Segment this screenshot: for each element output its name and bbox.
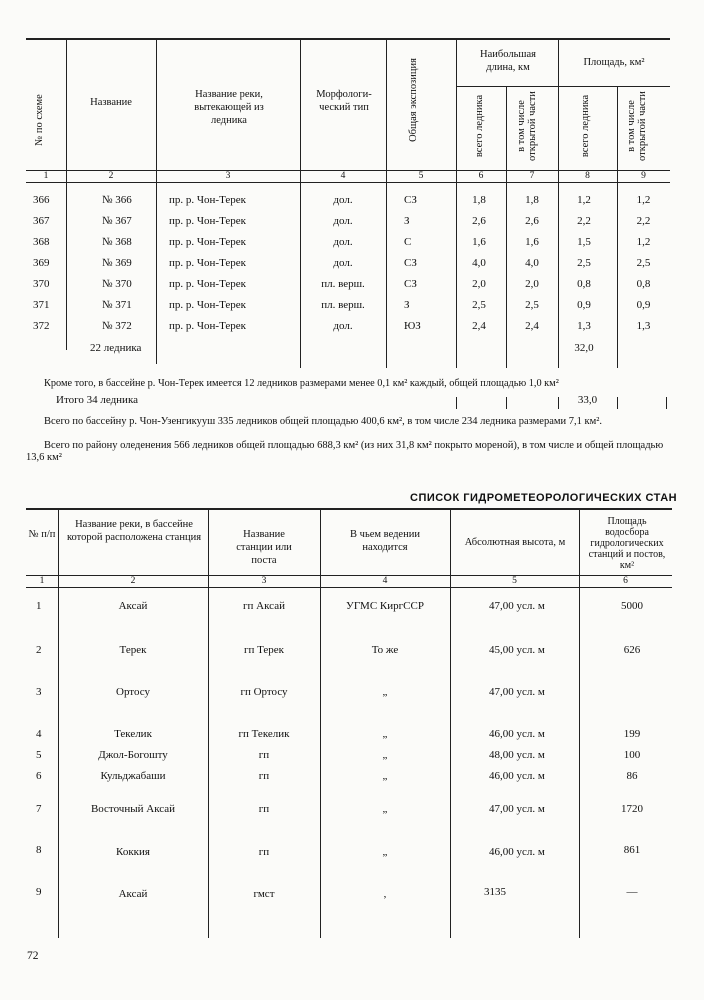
row-name: № 367 (102, 215, 132, 227)
st-altitude: 45,00 усл. м (489, 644, 545, 656)
row-river: пр. р. Чон-Терек (169, 278, 246, 290)
row-len-total: 4,0 (472, 257, 486, 269)
st-num: 4 (36, 728, 42, 740)
row-len-total: 1,8 (472, 194, 486, 206)
st-owner: „ (382, 728, 388, 740)
st-colnum-2: 2 (130, 576, 136, 586)
st-river: Текелик (114, 728, 152, 740)
st-colnum-5: 5 (512, 576, 517, 586)
header-st-num: № п/п (28, 529, 56, 540)
row-exposure: С (404, 236, 412, 248)
st-station: гп Текелик (238, 728, 290, 740)
header-num: № по схеме (34, 94, 45, 146)
st-river: Терек (119, 644, 147, 656)
row-morph: пл. верш. (321, 299, 365, 311)
st-num: 5 (36, 749, 42, 761)
colnum-7: 7 (529, 171, 535, 181)
row-len-total: 1,6 (472, 236, 486, 248)
st-area: — (626, 886, 638, 898)
row-len-open: 1,8 (525, 194, 539, 206)
row-river: пр. р. Чон-Терек (169, 320, 246, 332)
header-length-total: всего ледника (474, 94, 485, 158)
st-station: гп (258, 770, 270, 782)
st-river: Аксай (118, 888, 148, 900)
st-river: Ортосу (116, 686, 150, 698)
st-station: гп Ортосу (240, 686, 288, 698)
st-altitude: 46,00 усл. м (489, 846, 545, 858)
st-owner: То же (371, 644, 399, 656)
row-area-total: 2,2 (577, 215, 591, 227)
row-num: 371 (33, 299, 50, 311)
st-colnum-3: 3 (261, 576, 267, 586)
row-exposure: СЗ (404, 194, 417, 206)
row-area-open: 0,9 (636, 299, 651, 311)
st-owner: „ (382, 749, 388, 761)
st-river: Восточный Аксай (90, 803, 176, 815)
row-exposure: З (404, 215, 410, 227)
row-morph: пл. верш. (321, 278, 365, 290)
st-area: 626 (623, 644, 641, 656)
st-owner: УГМС КиргССР (346, 600, 424, 612)
row-len-open: 2,5 (525, 299, 539, 311)
row-area-open: 1,3 (636, 320, 651, 332)
colnum-8: 8 (585, 171, 590, 181)
row-len-open: 2,0 (525, 278, 539, 290)
colnum-5: 5 (418, 171, 424, 181)
st-colnum-1: 1 (39, 576, 45, 586)
summary-area: 32,0 (574, 342, 594, 354)
row-river: пр. р. Чон-Терек (169, 236, 246, 248)
row-area-total: 0,9 (577, 299, 591, 311)
summary-label: 22 ледника (90, 342, 142, 354)
row-len-total: 2,4 (472, 320, 486, 332)
row-area-total: 1,2 (577, 194, 591, 206)
row-len-open: 2,4 (525, 320, 539, 332)
basin-total-note: Всего по бассейну р. Чон-Узенгикууш 335 ледников общей площадью 400,6 км², в том числе 234 ледника размерами 7,1 км². (44, 416, 603, 427)
st-owner: „ (382, 770, 388, 782)
st-river: Аксай (118, 600, 148, 612)
st-owner: , (383, 888, 387, 900)
row-exposure: З (404, 299, 410, 311)
page-number: 72 (27, 950, 39, 962)
header-name: Название (90, 97, 132, 108)
header-st-owner: В чьем ведении находится (350, 529, 420, 553)
st-altitude: 47,00 усл. м (489, 803, 545, 815)
row-name: № 368 (102, 236, 132, 248)
header-st-station: Название станции или поста (236, 529, 292, 566)
region-total-note: Всего по району оледенения 566 ледников общей площадью 688,3 км² (из них 31,8 км² покрыто мореной), в том числе и общей площадью 13,6 км² (26, 440, 664, 463)
st-station: гп Терек (243, 644, 285, 656)
row-area-total: 0,8 (577, 278, 591, 290)
colnum-2: 2 (108, 171, 114, 181)
row-len-total: 2,0 (472, 278, 486, 290)
row-name: № 369 (102, 257, 132, 269)
st-area: 1720 (621, 803, 643, 815)
colnum-9: 9 (641, 171, 646, 181)
st-num: 6 (36, 770, 42, 782)
row-area-total: 2,5 (577, 257, 591, 269)
st-station: гп (258, 846, 270, 858)
st-area: 100 (623, 749, 641, 761)
st-area: 5000 (621, 600, 643, 612)
row-river: пр. р. Чон-Терек (169, 299, 246, 311)
st-altitude: 46,00 усл. м (489, 770, 545, 782)
row-num: 369 (33, 257, 50, 269)
row-num: 372 (33, 320, 50, 332)
st-river: Коккия (116, 846, 150, 858)
st-num: 2 (36, 644, 42, 656)
section-title: СПИСОК ГИДРОМЕТЕОРОЛОГИЧЕСКИХ СТАН (410, 492, 678, 504)
header-river: Название реки, вытекающей из ледника (194, 89, 264, 126)
st-altitude: 48,00 усл. м (489, 749, 545, 761)
st-num: 7 (36, 803, 42, 815)
row-name: № 366 (102, 194, 132, 206)
extra-glaciers-note: Кроме того, в бассейне р. Чон-Терек имеется 12 ледников размерами менее 0,1 км² каждый, общей площадью 1,0 км² (44, 378, 559, 389)
st-station: гп Аксай (243, 600, 285, 612)
st-area: 86 (626, 770, 638, 782)
st-area: 861 (623, 844, 641, 856)
row-area-open: 2,5 (636, 257, 651, 269)
st-altitude: 47,00 усл. м (489, 600, 545, 612)
st-num: 8 (36, 844, 42, 856)
header-length-group: Наибольшая длина, км (480, 49, 536, 73)
total-label: Итого 34 ледника (56, 394, 139, 406)
total-area: 33,0 (577, 394, 598, 406)
header-st-altitude: Абсолютная высота, м (464, 537, 566, 548)
row-morph: дол. (333, 320, 353, 332)
st-num: 9 (36, 886, 42, 898)
row-area-open: 2,2 (636, 215, 651, 227)
row-name: № 370 (102, 278, 132, 290)
row-river: пр. р. Чон-Терек (169, 215, 246, 227)
st-colnum-6: 6 (623, 576, 628, 586)
st-altitude: 3135 (484, 886, 506, 898)
header-st-area: Площадь водосбора гидрологических станций и постов, км² (588, 516, 666, 571)
st-owner: „ (382, 846, 388, 858)
row-area-open: 0,8 (636, 278, 651, 290)
header-area-total: всего ледника (580, 94, 591, 158)
row-num: 367 (33, 215, 50, 227)
row-area-total: 1,5 (577, 236, 591, 248)
st-river: Кульджабаши (100, 770, 166, 782)
colnum-6: 6 (478, 171, 484, 181)
row-morph: дол. (333, 194, 353, 206)
row-len-open: 4,0 (525, 257, 539, 269)
row-morph: дол. (333, 215, 353, 227)
colnum-3: 3 (225, 171, 231, 181)
row-name: № 372 (102, 320, 132, 332)
row-area-total: 1,3 (577, 320, 591, 332)
row-morph: дол. (333, 236, 353, 248)
row-exposure: ЮЗ (404, 320, 421, 332)
row-area-open: 1,2 (636, 194, 651, 206)
header-area-group: Площадь, км² (583, 57, 645, 68)
row-num: 368 (33, 236, 50, 248)
st-colnum-4: 4 (382, 576, 388, 586)
st-area: 199 (623, 728, 641, 740)
st-altitude: 47,00 усл. м (489, 686, 545, 698)
st-station: гп (258, 749, 270, 761)
st-owner: „ (382, 686, 388, 698)
colnum-4: 4 (340, 171, 346, 181)
st-num: 3 (36, 686, 42, 698)
st-altitude: 46,00 усл. м (489, 728, 545, 740)
st-river: Джол-Богошту (98, 749, 168, 761)
st-station: гп (258, 803, 270, 815)
row-len-open: 2,6 (525, 215, 539, 227)
row-len-total: 2,6 (472, 215, 486, 227)
colnum-1: 1 (43, 171, 49, 181)
st-owner: „ (382, 803, 388, 815)
header-length-open: в том числе открытой части (516, 91, 538, 161)
st-station: гмст (253, 888, 275, 900)
row-len-total: 2,5 (472, 299, 486, 311)
header-area-open: в том числе открытой части (626, 91, 648, 161)
header-exposure: Общая экспозиция (408, 58, 419, 142)
row-num: 370 (33, 278, 50, 290)
row-name: № 371 (102, 299, 132, 311)
st-num: 1 (36, 600, 42, 612)
row-river: пр. р. Чон-Терек (169, 194, 246, 206)
header-st-river: Название реки, в бассейне которой расположена станция (66, 519, 202, 543)
row-exposure: СЗ (404, 257, 417, 269)
row-morph: дол. (333, 257, 353, 269)
row-area-open: 1,2 (636, 236, 651, 248)
row-river: пр. р. Чон-Терек (169, 257, 246, 269)
header-morph: Морфологи-ческий тип (316, 89, 372, 113)
row-num: 366 (33, 194, 50, 206)
row-len-open: 1,6 (525, 236, 539, 248)
row-exposure: СЗ (404, 278, 417, 290)
